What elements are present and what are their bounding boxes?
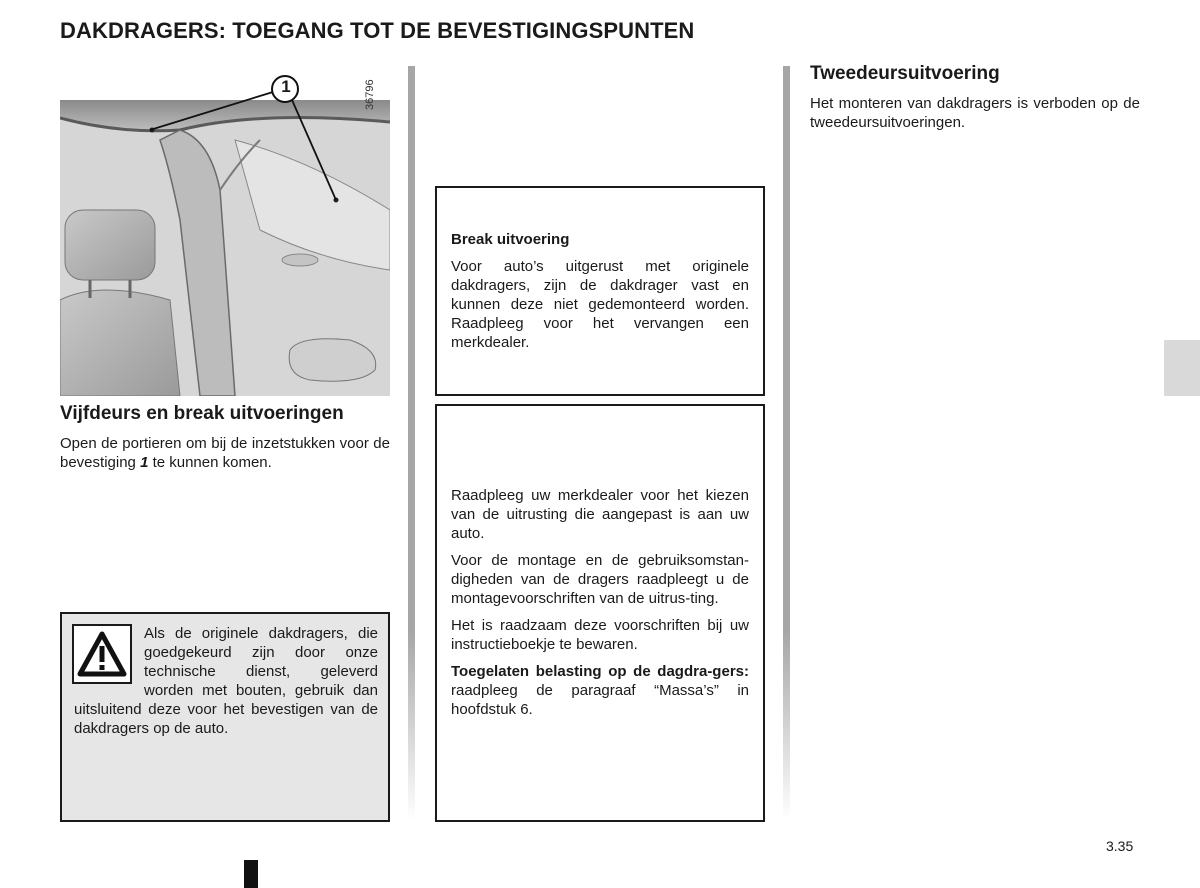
warning-text-wrap bbox=[74, 624, 378, 738]
info-paragraph-4 bbox=[451, 662, 749, 719]
column-divider-left bbox=[408, 66, 415, 820]
section-heading-five-door: Vijfdeurs en break uitvoeringen bbox=[60, 403, 344, 424]
info-paragraph-1: Raadpleeg uw merkdealer voor het kiezen van de uitrusting die aangepast is aan uw auto. bbox=[451, 487, 749, 542]
warning-box bbox=[60, 612, 390, 822]
reference-number: 1 bbox=[140, 454, 149, 471]
section-heading-two-door: Tweedeursuitvoering bbox=[810, 63, 1000, 84]
load-text: raadpleeg de paragraaf “Massa’s” in hoofdstuk 6. bbox=[451, 682, 749, 718]
crop-mark bbox=[244, 860, 258, 888]
break-version-text: Voor auto’s uitgerust met originele dakdragers, zijn de dakdrager vast en kunnen deze niet gedemonteerd worden. Raadpleeg voor het vervangen een merkdealer. bbox=[451, 258, 749, 351]
callout-lines bbox=[140, 72, 360, 212]
five-door-text-start: Open de portieren om bij de inzetstukken voor de bevestiging bbox=[60, 435, 390, 471]
column-divider-right bbox=[783, 66, 790, 820]
five-door-text-end: te kunnen komen. bbox=[148, 454, 272, 471]
five-door-paragraph bbox=[60, 434, 390, 472]
page-number: 3.35 bbox=[1106, 838, 1134, 854]
chapter-tab bbox=[1164, 340, 1200, 396]
page-title: DAKDRAGERS: TOEGANG TOT DE BEVESTIGINGSPUNTEN bbox=[60, 18, 695, 43]
info-paragraph-3: Het is raadzaam deze voorschriften bij uw instructieboekje te bewaren. bbox=[451, 617, 749, 653]
break-version-title: Break uitvoering bbox=[451, 231, 570, 248]
load-label: Toegelaten belasting op de dagdra-gers: bbox=[451, 663, 749, 680]
warning-text: Als de originele dakdragers, die goedgekeurd zijn door onze technische dienst, geleverd worden met bouten, gebruik dan uitsluitend deze voor het bevestigen van de dakdragers op de auto. bbox=[74, 625, 378, 737]
info-paragraph-2: Voor de montage en de gebruiksomstan-digheden van de dragers raadpleegt u de montagevoorschriften van de uitrus-ting. bbox=[451, 552, 749, 607]
callout-number: 1 bbox=[281, 77, 291, 96]
two-door-text: Het monteren van dakdragers is verboden op de tweedeursuitvoeringen. bbox=[810, 95, 1140, 131]
break-version-box bbox=[435, 186, 765, 396]
dealer-info-box bbox=[435, 404, 765, 822]
figure-code: 36796 bbox=[364, 79, 376, 110]
